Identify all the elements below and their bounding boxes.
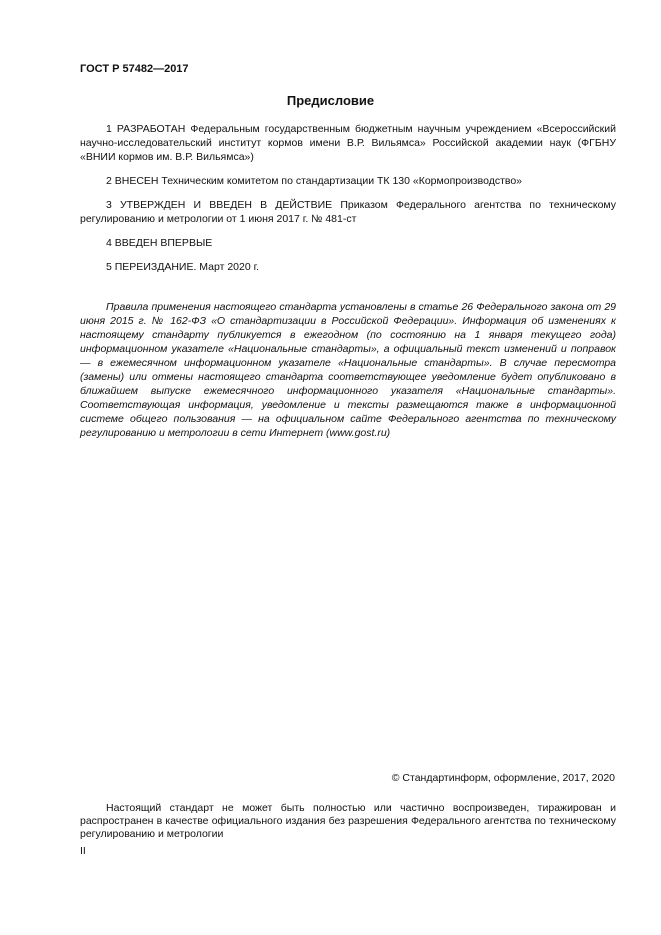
reproduction-notice: Настоящий стандарт не может быть полностью или частично воспроизведен, тиражирован и распространен в качестве официального издания без разрешения Федерального агентства по техническому регулированию и метрологии xyxy=(80,802,616,840)
preface-items xyxy=(80,122,616,284)
preface-item-reissue: 5 ПЕРЕИЗДАНИЕ. Март 2020 г. xyxy=(106,261,260,273)
page-number: II xyxy=(80,845,86,857)
standard-code: ГОСТ Р 57482—2017 xyxy=(80,63,189,75)
preface-item-introduced: 2 ВНЕСЕН Техническим комитетом по стандартизации ТК 130 «Кормопроизводство» xyxy=(106,175,523,187)
preface-item-developed: 1 РАЗРАБОТАН Федеральным государственным бюджетным научным учреждением «Всероссийский научно-исследовательский институт кормов имени В.Р. Вильямса» Российской академии наук (ФГБНУ «ВНИИ кормов им. В.Р. Вильямса») xyxy=(80,123,616,163)
application-rules-note: Правила применения настоящего стандарта установлены в статье 26 Федерального закона от 29 июня 2015 г. № 162-ФЗ «О стандартизации в Российской Федерации». Информация об изменениях к настоящему стандарту публикуется в ежегодном (по состоянию на 1 января текущего года) информационном указателе «Национальные стандарты», а официальный текст изменений и поправок — в ежемесячном информационном указателе «Национальные стандарты». В случае пересмотра (замены) или отмены настоящего стандарта соответствующее уведомление будет опубликовано в ближайшем выпуске ежемесячного информационного указателя «Национальные стандарты». Соответствующая информация, уведомление и тексты размещаются также в информационной системе общего пользования — на официальном сайте Федерального агентства по техническому регулированию и метрологии в сети Интернет (www.gost.ru) xyxy=(80,301,616,439)
copyright-notice: © Стандартинформ, оформление, 2017, 2020 xyxy=(391,772,615,784)
preface-title: Предисловие xyxy=(286,93,375,108)
preface-item-approved: 3 УТВЕРЖДЕН И ВВЕДЕН В ДЕЙСТВИЕ Приказом Федерального агентства по техническому регулированию и метрологии от 1 июня 2017 г. № 481-ст xyxy=(80,199,616,225)
preface-item-first-time: 4 ВВЕДЕН ВПЕРВЫЕ xyxy=(106,237,213,249)
